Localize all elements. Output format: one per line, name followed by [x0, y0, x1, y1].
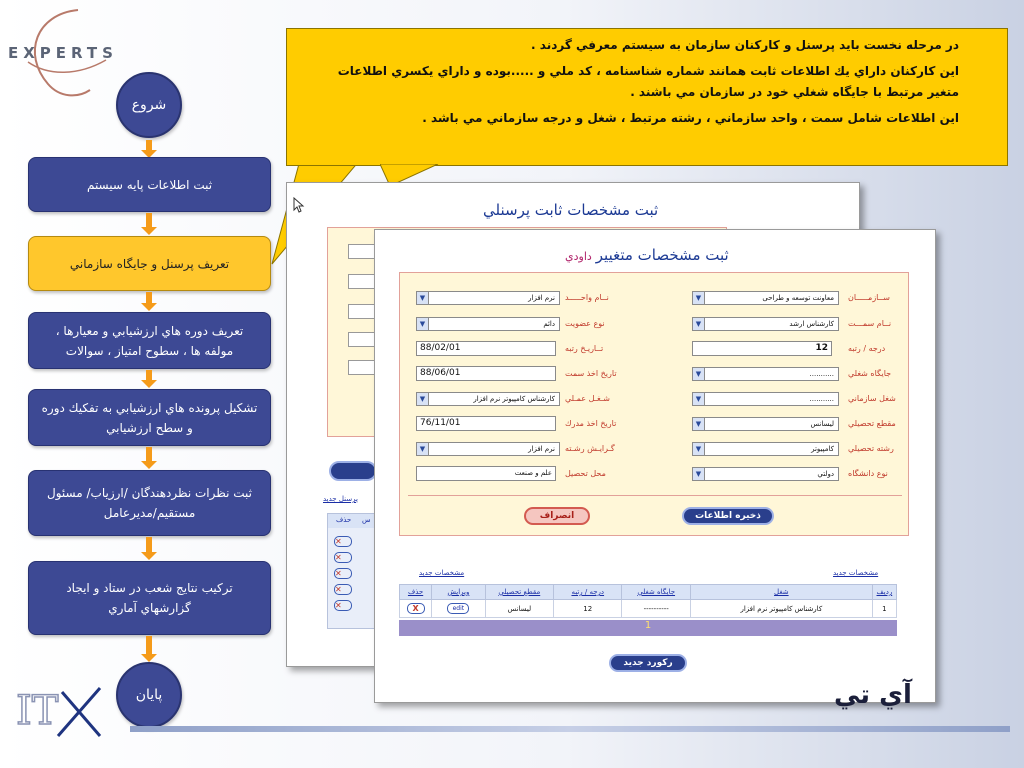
position-date-input[interactable]: 88/06/01: [416, 366, 556, 381]
education-degree-select[interactable]: ليسانس ▼: [692, 417, 839, 431]
new-record-button[interactable]: ركورد جديد: [609, 654, 687, 672]
cancel-button[interactable]: انصراف: [524, 507, 590, 525]
bottom-decorative-line: [130, 726, 1010, 732]
flow-arrow: [146, 292, 152, 305]
logo-text: EXPERTS: [8, 44, 118, 62]
col-delete: حذف: [400, 585, 432, 600]
degree-date-input[interactable]: 76/11/01: [416, 416, 556, 431]
variable-specs-window: [374, 229, 936, 703]
unit-select[interactable]: نرم افزار ▼: [416, 291, 560, 305]
field-of-study-select[interactable]: كامپيوتر ▼: [692, 442, 839, 456]
flow-step-6: تركيب نتايج شعب در ستاد و ايجاد گزارشهاي آماري: [28, 561, 271, 635]
flow-step-3: تعريف دوره هاي ارزشيابي و معيارها ، مولفه ها ، سطوح امتياز ، سوالات: [28, 312, 271, 369]
fixed-personnel-title: ثبت مشخصات ثابت پرسنلي: [483, 201, 659, 219]
delete-icon[interactable]: ✕: [334, 584, 352, 595]
divider: [408, 495, 902, 496]
delete-icon[interactable]: ✕: [334, 600, 352, 611]
variable-specs-title: [565, 246, 729, 264]
experts-logo: [8, 6, 118, 98]
cell-index: 1: [872, 600, 896, 618]
flow-arrow: [146, 537, 152, 554]
flow-start: شروع: [116, 72, 182, 138]
chevron-down-icon: ▼: [417, 393, 429, 405]
info-callout: [286, 28, 1008, 166]
specialization-select[interactable]: نرم افزار ▼: [416, 442, 560, 456]
field-label: تاريخ اخذ مدرك: [565, 419, 617, 428]
cell-job: كارشناس كامپيوتر نرم افزار: [690, 600, 872, 618]
fixed-save-button[interactable]: [329, 461, 377, 481]
flow-step-2-active: تعريف پرسنل و جايگاه سازماني: [28, 236, 271, 291]
specs-table: [399, 584, 897, 618]
variable-form-panel: [399, 272, 909, 536]
field-label: نــام واحـــــد: [565, 293, 609, 302]
delete-icon[interactable]: ✕: [334, 568, 352, 579]
field-label: محل تحصيل: [565, 469, 606, 478]
study-place-input[interactable]: علم و صنعت: [416, 466, 556, 481]
cell-degree: ليسانس: [485, 600, 553, 618]
fixed-list-table: [327, 513, 375, 629]
delete-icon[interactable]: X: [407, 603, 425, 614]
field-label: شـغـل عمـلي: [565, 394, 610, 403]
save-button[interactable]: ذخيره اطلاعات: [682, 507, 774, 525]
callout-paragraph-2: اين كاركنان داراي يك اطلاعات ثابت همانند شماره شناسنامه ، كد ملي و .....بوده و داراي يكسري اطلاعات متغير مرتبط با جايگاه شغلي خود در سازمان مي باشند .: [337, 64, 959, 99]
flow-arrow: [146, 636, 152, 656]
table-header-row: [400, 585, 897, 600]
org-job-select[interactable]: ........... ▼: [692, 392, 839, 406]
flow-step-4: تشكيل پرونده هاي ارزشيابي به تفكيك دوره و سطح ارزشيابي: [28, 389, 271, 446]
col-edit: ويرايش: [432, 585, 485, 600]
table-row: [400, 600, 897, 618]
callout-paragraph-3: اين اطلاعات شامل سمت ، واحد سازماني ، رشته مرتبط ، شغل و درجه سازماني مي باشد .: [422, 111, 959, 125]
field-label: ســازمـــــان: [848, 293, 891, 302]
col-grade[interactable]: درجه / رتبه: [554, 585, 622, 600]
practical-job-select[interactable]: كارشناس كامپيوتر نرم افزار ▼: [416, 392, 560, 406]
field-label: جايگاه شغلي: [848, 369, 892, 378]
chevron-down-icon: ▼: [417, 443, 429, 455]
field-label: رشته تحصيلي: [848, 444, 894, 453]
chevron-down-icon: ▼: [693, 443, 705, 455]
table-pager[interactable]: 1: [399, 620, 897, 636]
flow-arrow: [146, 213, 152, 229]
flow-arrow: [146, 140, 152, 152]
field-label: نوع عضويت: [565, 319, 605, 328]
cell-grade: 12: [554, 600, 622, 618]
chevron-down-icon: ▼: [693, 468, 705, 480]
col-job[interactable]: شغل: [690, 585, 872, 600]
itx-logo: [14, 680, 104, 740]
new-spec-link[interactable]: مشخصات جديد: [833, 569, 879, 577]
flow-arrow: [146, 370, 152, 382]
grade-input[interactable]: 12: [692, 341, 832, 356]
cell-position: ----------: [622, 600, 690, 618]
chevron-down-icon: ▼: [417, 318, 429, 330]
field-label: مقطع تحصيلي: [848, 419, 896, 428]
new-personnel-link[interactable]: پرسنل جديد: [323, 495, 358, 503]
membership-type-select[interactable]: دائم ▼: [416, 317, 560, 331]
chevron-down-icon: ▼: [693, 318, 705, 330]
chevron-down-icon: ▼: [417, 292, 429, 304]
field-label: شغل سازماني: [848, 394, 896, 403]
field-label: تــاريـخ رتبه: [565, 344, 604, 353]
field-label: گـرايـش رشـته: [565, 444, 615, 453]
col-index[interactable]: رديف: [872, 585, 896, 600]
svg-text:IT: IT: [16, 688, 59, 734]
job-position-select[interactable]: ........... ▼: [692, 367, 839, 381]
col-degree[interactable]: مقطع تحصيلي: [485, 585, 553, 600]
field-label: تاريخ اخذ سمت: [565, 369, 617, 378]
chevron-down-icon: ▼: [693, 393, 705, 405]
field-label: نــام سمـــت: [848, 319, 892, 328]
flow-arrow: [146, 447, 152, 463]
variable-specs-title-text: ثبت مشخصات متغيير: [595, 246, 729, 264]
flow-end: پايان: [116, 662, 182, 728]
field-label: درجه / رتبه: [848, 344, 886, 353]
delete-icon[interactable]: ✕: [334, 536, 352, 547]
chevron-down-icon: ▼: [693, 418, 705, 430]
university-type-select[interactable]: دولتي ▼: [692, 467, 839, 481]
fixed-col-delete: حذف: [336, 516, 352, 524]
field-label: نوع دانشگاه: [848, 469, 888, 478]
new-spec-link[interactable]: مشخصات جديد: [419, 569, 465, 577]
edit-button[interactable]: edit: [447, 603, 469, 614]
col-position[interactable]: جايگاه شغلي: [622, 585, 690, 600]
callout-paragraph-1: در مرحله نخست بايد پرسنل و كاركنان سازمان به سيستم معرفي گردند .: [531, 38, 959, 52]
chevron-down-icon: ▼: [693, 292, 705, 304]
variable-specs-person: داودي: [565, 250, 592, 263]
chevron-down-icon: ▼: [693, 368, 705, 380]
grade-date-input[interactable]: 88/02/01: [416, 341, 556, 356]
delete-icon[interactable]: ✕: [334, 552, 352, 563]
organization-select[interactable]: معاونت توسعه و طراحی ▼: [692, 291, 839, 305]
flow-step-1: ثبت اطلاعات پايه سيستم: [28, 157, 271, 212]
position-select[interactable]: كارشناس ارشد ▼: [692, 317, 839, 331]
flow-step-5: ثبت نظرات نظردهندگان /ارزياب/ مسئول مستقيم/مديرعامل: [28, 470, 271, 536]
fixed-col-partial: س: [362, 516, 371, 524]
mouse-cursor-icon: [293, 197, 305, 213]
bottom-brand-text: آي تي: [834, 680, 912, 710]
